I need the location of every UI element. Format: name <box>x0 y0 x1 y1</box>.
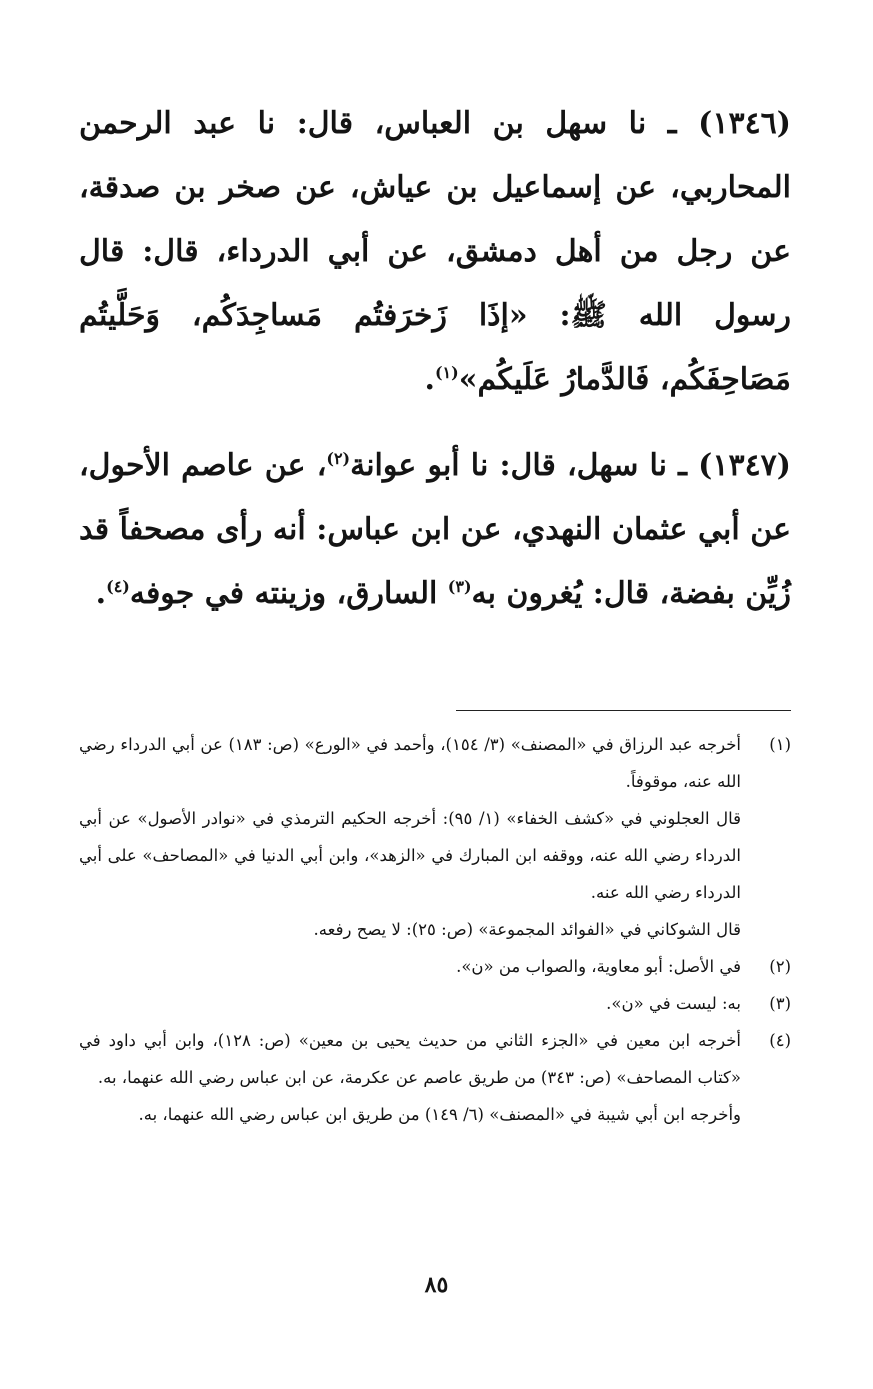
footnote-4 <box>79 1022 791 1133</box>
footnote-ref[interactable]: (١) <box>434 363 459 382</box>
hadith-number: (١٣٤٦) <box>698 106 791 141</box>
footnote-mark: (٤) <box>769 1031 791 1050</box>
footnote-body <box>79 948 741 985</box>
main-text <box>79 92 791 626</box>
footnote-mark: (٢) <box>769 957 791 976</box>
hadith-1346 <box>79 92 791 412</box>
footnote-body <box>79 1022 741 1133</box>
footnote-body <box>79 985 741 1022</box>
hadith-text: السارق، وزينته في جوفه <box>129 576 448 611</box>
footnote-paragraph: قال العجلوني في «كشف الخفاء» (١/ ٩٥): أخرجه الحكيم الترمذي في «نوادر الأصول» عن أبي الدرداء رضي الله عنه، ووقفه ابن المبارك في «الزهد»، وابن أبي الدنيا في «المصاحف» على أبي الدرداء رضي الله عنه. <box>79 809 742 902</box>
footnote-paragraph: به: ليست في «ن». <box>606 994 741 1013</box>
footnote-1 <box>79 726 791 948</box>
hadith-end: . <box>424 362 435 397</box>
hadith-number: (١٣٤٧) <box>698 448 791 483</box>
footnote-ref[interactable]: (٣) <box>447 577 472 596</box>
footnote-paragraph: أخرجه ابن معين في «الجزء الثاني من حديث يحيى بن معين» (ص: ١٢٨)، وابن أبي داود في «كتاب المصاحف» (ص: ٣٤٣) من طريق عاصم عن عكرمة، عن ابن عباس رضي الله عنهما، به. <box>79 1031 741 1087</box>
hadith-1347 <box>79 434 791 626</box>
footnote-paragraph: وأخرجه ابن أبي شيبة في «المصنف» (٦/ ١٤٩) من طريق ابن عباس رضي الله عنهما، به. <box>138 1105 741 1124</box>
footnote-paragraph: في الأصل: أبو معاوية، والصواب من «ن». <box>456 957 741 976</box>
footnote-ref[interactable]: (٢) <box>326 449 351 468</box>
footnote-paragraph: أخرجه عبد الرزاق في «المصنف» (٣/ ١٥٤)، وأحمد في «الورع» (ص: ١٨٣) عن أبي الدرداء رضي الله عنه، موقوفاً. <box>79 735 741 791</box>
hadith-end: . <box>95 576 107 611</box>
footnote-paragraph: قال الشوكاني في «الفوائد المجموعة» (ص: ٢٥): لا يصح رفعه. <box>313 920 741 939</box>
hadith-text: ـ نا سهل، قال: نا أبو عوانة <box>350 448 699 483</box>
footnote-body <box>79 726 741 948</box>
page-number: ٨٥ <box>424 1272 449 1298</box>
hadith-text: ، عن عاصم الأحول، عن أبي عثمان النهدي، عن ابن عباس: أنه رأى مصحفاً قد زُيِّن بفضة، قال: يُغرون به <box>79 448 791 611</box>
footnote-mark: (٣) <box>769 994 791 1013</box>
footnote-divider <box>456 710 791 711</box>
hadith-text: ـ نا سهل بن العباس، قال: نا عبد الرحمن المحاربي، عن إسماعيل بن عياش، عن صخر بن صدقة، عن رجل من أهل دمشق، عن أبي الدرداء، قال: قال رسول الله ﷺ: «إذَا زَخرَفتُم مَساجِدَكُم، وَحَلَّيتُم مَصَاحِفَكُم، فَالدَّمارُ عَلَيكُم» <box>79 106 791 397</box>
footnotes <box>79 726 791 1133</box>
footnote-mark: (١) <box>769 735 791 754</box>
footnote-2 <box>79 948 791 985</box>
footnote-3 <box>79 985 791 1022</box>
footnote-ref[interactable]: (٤) <box>106 577 130 596</box>
